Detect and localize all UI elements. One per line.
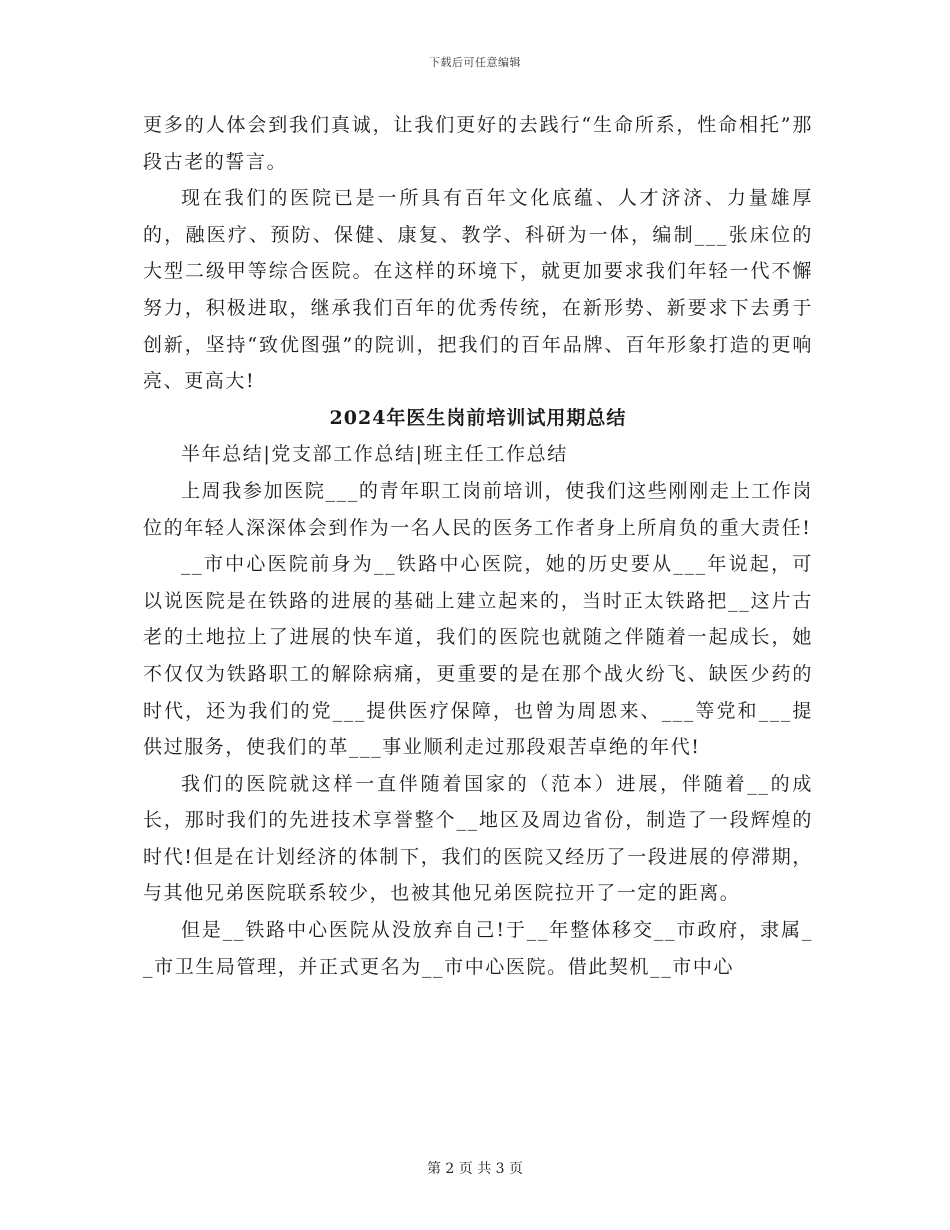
- section-paragraph-2: __市中心医院前身为__铁路中心医院，她的历史要从___年说起，可以说医院是在铁路的进展的基础上建立起来的，当时正太铁路把__这片古老的土地拉上了进展的快车道，我们的医院也就随之伴随着一起成长，她不仅仅为铁路职工的解除病痛，更重要的是在那个战火纷飞、缺医少药的时代，还为我们的党___提供医疗保障，也曾为周恩来、___等党和___提供过服务，使我们的革___事业顺利走过那段艰苦卓绝的年代!: [143, 553, 813, 759]
- related-links-line: 半年总结|党支部工作总结|班主任工作总结: [181, 443, 568, 466]
- page-header: 下载后可任意编辑: [429, 56, 521, 69]
- page-footer: 第 2 页 共 3 页: [426, 1161, 524, 1177]
- section-title: 2024年医生岗前培训试用期总结: [329, 406, 627, 429]
- intro-paragraph-1: 更多的人体会到我们真诚，让我们更好的去践行“生命所系，性命相托”那段古老的誓言。: [143, 114, 813, 173]
- document-body: [143, 107, 813, 985]
- section-paragraph-3: 我们的医院就这样一直伴随着国家的（范本）进展，伴随着__的成长，那时我们的先进技术享誉整个__地区及周边省份，制造了一段辉煌的时代!但是在计划经济的体制下，我们的医院又经历了一段进展的停滞期，与其他兄弟医院联系较少，也被其他兄弟医院拉开了一定的距离。: [143, 772, 813, 905]
- section-paragraph-1: 上周我参加医院___的青年职工岗前培训，使我们这些刚刚走上工作岗位的年轻人深深体会到作为一名人民的医务工作者身上所肩负的重大责任!: [143, 479, 813, 539]
- intro-paragraph-2: 现在我们的医院已是一所具有百年文化底蕴、人才济济、力量雄厚的，融医疗、预防、保健、康复、教学、科研为一体，编制___张床位的大型二级甲等综合医院。在这样的环境下，就更加要求我们年轻一代不懈努力，积极进取，继承我们百年的优秀传统，在新形势、新要求下去勇于创新，坚持“致优图强”的院训，把我们的百年品牌、百年形象打造的更响亮、更高大!: [143, 187, 813, 393]
- section-paragraph-4: 但是__铁路中心医院从没放弃自己!于__年整体移交__市政府，隶属__市卫生局管理，并正式更名为__市中心医院。借此契机__市中心: [143, 919, 813, 978]
